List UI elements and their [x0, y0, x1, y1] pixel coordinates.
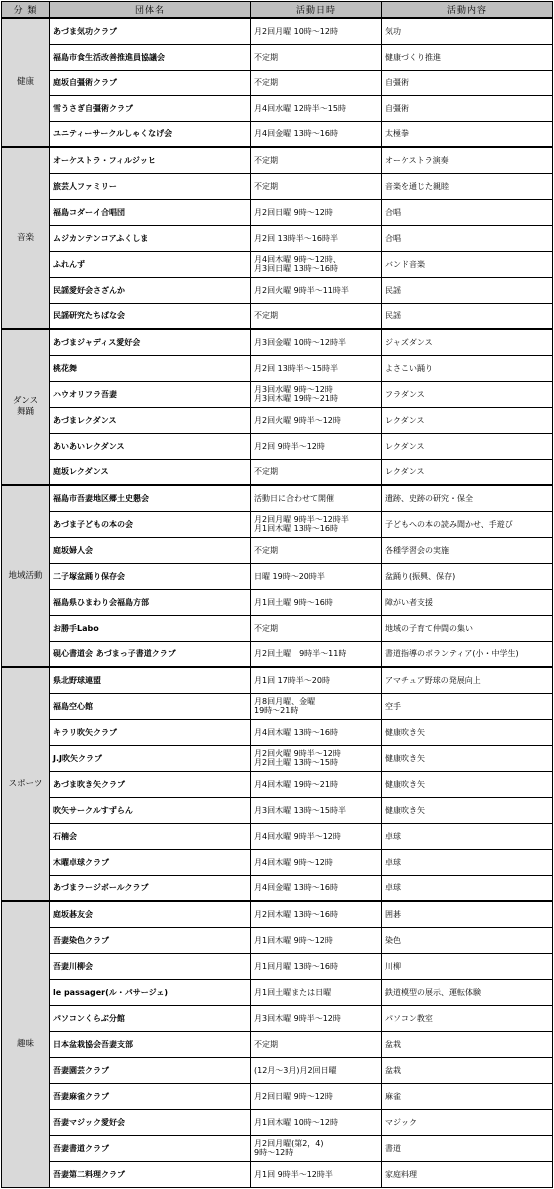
table-row: [2, 199, 553, 225]
time-cell: 月2回日曜 9時～12時: [251, 1083, 382, 1109]
org-cell: パソコンくらぶ分館: [50, 1005, 251, 1031]
time-cell: 月2回月曜 10時～12時: [251, 18, 382, 44]
time-cell: 月8回月曜、金曜 19時～21時: [251, 693, 382, 719]
time-cell: 不定期: [251, 173, 382, 199]
org-cell: ユニティーサークルしゃくなげ会: [50, 121, 251, 147]
activity-cell: 卓球: [382, 875, 553, 901]
time-cell: 月2回月曜 9時半～12時半 月1回木曜 13時～16時: [251, 511, 382, 537]
table-row: [2, 407, 553, 433]
org-cell: あづまレクダンス: [50, 407, 251, 433]
table-row: [2, 95, 553, 121]
activity-cell: 盆踊り(振興、保存): [382, 563, 553, 589]
table-row: [2, 459, 553, 485]
time-cell: 月4回金曜 13時～16時: [251, 875, 382, 901]
table-row: [2, 485, 553, 511]
activity-cell: 盆栽: [382, 1057, 553, 1083]
activity-cell: フラダンス: [382, 381, 553, 407]
org-cell: 吾妻書道クラブ: [50, 1135, 251, 1161]
activity-cell: マジック: [382, 1109, 553, 1135]
org-cell: キラリ吹矢クラブ: [50, 719, 251, 745]
category-cell: 音楽: [2, 147, 50, 329]
category-cell: 地域活動: [2, 485, 50, 667]
table-row: [2, 511, 553, 537]
activity-cell: ジャズダンス: [382, 329, 553, 355]
category-cell: 趣味: [2, 901, 50, 1187]
org-cell: あづまラージボールクラブ: [50, 875, 251, 901]
activity-cell: 地域の子育て仲間の集い: [382, 615, 553, 641]
org-cell: 福島県ひまわり会福島方部: [50, 589, 251, 615]
time-cell: 月1回月曜 13時～16時: [251, 953, 382, 979]
category-cell: ダンス 舞踊: [2, 329, 50, 485]
org-cell: 桃花舞: [50, 355, 251, 381]
time-cell: 月2回木曜 13時～16時: [251, 901, 382, 927]
activity-cell: 太極拳: [382, 121, 553, 147]
time-cell: 月1回 9時半～12時半: [251, 1161, 382, 1187]
table-body: [2, 18, 553, 1187]
activity-cell: レクダンス: [382, 459, 553, 485]
time-cell: 月1回木曜 10時～12時: [251, 1109, 382, 1135]
time-cell: 月1回木曜 9時～12時: [251, 927, 382, 953]
time-cell: 不定期: [251, 615, 382, 641]
activity-cell: 合唱: [382, 225, 553, 251]
table-row: [2, 979, 553, 1005]
activity-cell: 音楽を通じた親睦: [382, 173, 553, 199]
org-cell: 福島市食生活改善推進員協議会: [50, 44, 251, 70]
table-row: [2, 615, 553, 641]
org-cell: J.J吹矢クラブ: [50, 745, 251, 771]
activity-table-wrapper: [1, 1, 552, 1188]
activity-cell: 川柳: [382, 953, 553, 979]
time-cell: 月4回木曜 9時～12時、 月3回日曜 13時～16時: [251, 251, 382, 277]
time-cell: 月2回 13時半～16時半: [251, 225, 382, 251]
org-cell: 石楠会: [50, 823, 251, 849]
activity-cell: 自彊術: [382, 70, 553, 95]
table-row: [2, 1031, 553, 1057]
time-cell: 月2回 13時半～15時半: [251, 355, 382, 381]
org-cell: 硯心書道会 あづまっ子書道クラブ: [50, 641, 251, 667]
time-cell: 不定期: [251, 1031, 382, 1057]
time-cell: 月4回金曜 13時～16時: [251, 121, 382, 147]
time-cell: 不定期: [251, 459, 382, 485]
org-cell: 庭坂自彊術クラブ: [50, 70, 251, 95]
activity-cell: 鉄道模型の展示、運転体験: [382, 979, 553, 1005]
org-cell: 吾妻第二料理クラブ: [50, 1161, 251, 1187]
org-cell: 吾妻園芸クラブ: [50, 1057, 251, 1083]
activity-cell: 民謡: [382, 277, 553, 303]
time-cell: 日曜 19時～20時半: [251, 563, 382, 589]
org-cell: 福島コダーイ合唱団: [50, 199, 251, 225]
org-cell: 木曜卓球クラブ: [50, 849, 251, 875]
table-row: [2, 44, 553, 70]
time-cell: 月1回土曜 9時～16時: [251, 589, 382, 615]
org-cell: あづま気功クラブ: [50, 18, 251, 44]
activity-cell: レクダンス: [382, 433, 553, 459]
time-cell: 不定期: [251, 44, 382, 70]
activity-cell: 子どもへの本の読み聞かせ、手遊び: [382, 511, 553, 537]
time-cell: 月4回木曜 9時～12時: [251, 849, 382, 875]
activity-cell: 空手: [382, 693, 553, 719]
table-row: [2, 121, 553, 147]
activity-cell: 健康吹き矢: [382, 797, 553, 823]
org-cell: 吾妻マジック愛好会: [50, 1109, 251, 1135]
table-row: [2, 1005, 553, 1031]
org-cell: 吹矢サークルすずらん: [50, 797, 251, 823]
time-cell: (12月～3月)月2回日曜: [251, 1057, 382, 1083]
table-row: [2, 1057, 553, 1083]
activity-cell: オーケストラ演奏: [382, 147, 553, 173]
time-cell: 月2回火曜 9時半～12時: [251, 407, 382, 433]
table-row: [2, 225, 553, 251]
activity-cell: 遺跡、史跡の研究・保全: [382, 485, 553, 511]
activity-cell: 健康吹き矢: [382, 771, 553, 797]
table-row: [2, 303, 553, 329]
activity-cell: 自彊術: [382, 95, 553, 121]
org-cell: 吾妻染色クラブ: [50, 927, 251, 953]
table-row: [2, 277, 553, 303]
activity-cell: 民謡: [382, 303, 553, 329]
time-cell: 月3回水曜 9時～12時 月3回木曜 19時～21時: [251, 381, 382, 407]
activity-cell: 各種学習会の実施: [382, 537, 553, 563]
table-row: [2, 355, 553, 381]
org-cell: オーケストラ・フィルジッヒ: [50, 147, 251, 173]
org-cell: 庭坂レクダンス: [50, 459, 251, 485]
table-row: [2, 693, 553, 719]
table-row: [2, 589, 553, 615]
org-cell: 民謡研究たちばな会: [50, 303, 251, 329]
header-time: 活動日時: [251, 2, 382, 19]
org-cell: 吾妻麻雀クラブ: [50, 1083, 251, 1109]
table-row: [2, 1083, 553, 1109]
table-row: [2, 719, 553, 745]
activity-cell: 健康吹き矢: [382, 719, 553, 745]
time-cell: 不定期: [251, 70, 382, 95]
group-activity-table: [1, 1, 553, 1188]
org-cell: ふれんず: [50, 251, 251, 277]
time-cell: 活動日に合わせて開催: [251, 485, 382, 511]
activity-cell: アマチュア野球の発展向上: [382, 667, 553, 693]
org-cell: 民謡愛好会さざんか: [50, 277, 251, 303]
activity-cell: 合唱: [382, 199, 553, 225]
org-cell: あづま吹き矢クラブ: [50, 771, 251, 797]
table-row: [2, 823, 553, 849]
table-row: [2, 1109, 553, 1135]
table-row: [2, 537, 553, 563]
org-cell: 福島空心館: [50, 693, 251, 719]
time-cell: 月4回木曜 13時～16時: [251, 719, 382, 745]
header-category: 分 類: [2, 2, 50, 19]
table-row: [2, 329, 553, 355]
org-cell: 雪うさぎ自彊術クラブ: [50, 95, 251, 121]
org-cell: お勝手Labo: [50, 615, 251, 641]
table-row: [2, 641, 553, 667]
activity-cell: パソコン教室: [382, 1005, 553, 1031]
time-cell: 不定期: [251, 303, 382, 329]
activity-cell: 健康づくり推進: [382, 44, 553, 70]
org-cell: あいあいレクダンス: [50, 433, 251, 459]
table-row: [2, 18, 553, 44]
org-cell: ムジカンテンコアふくしま: [50, 225, 251, 251]
table-row: [2, 797, 553, 823]
activity-cell: 気功: [382, 18, 553, 44]
activity-cell: 囲碁: [382, 901, 553, 927]
org-cell: あづま子どもの本の会: [50, 511, 251, 537]
table-row: [2, 381, 553, 407]
time-cell: 月2回土曜 9時半～11時: [251, 641, 382, 667]
org-cell: 庭坂婦人会: [50, 537, 251, 563]
table-row: [2, 251, 553, 277]
table-row: [2, 849, 553, 875]
org-cell: le passager(ル・パサージェ): [50, 979, 251, 1005]
table-row: [2, 771, 553, 797]
activity-cell: 卓球: [382, 849, 553, 875]
time-cell: 月4回水曜 12時半～15時: [251, 95, 382, 121]
activity-cell: バンド音楽: [382, 251, 553, 277]
table-row: [2, 875, 553, 901]
time-cell: 月2回火曜 9時半～11時半: [251, 277, 382, 303]
table-row: [2, 70, 553, 95]
time-cell: 月1回土曜または日曜: [251, 979, 382, 1005]
org-cell: ハウオリフラ吾妻: [50, 381, 251, 407]
activity-cell: 麻雀: [382, 1083, 553, 1109]
org-cell: 旅芸人ファミリー: [50, 173, 251, 199]
category-cell: スポーツ: [2, 667, 50, 901]
time-cell: 月4回水曜 9時半～12時: [251, 823, 382, 849]
table-row: [2, 173, 553, 199]
activity-cell: レクダンス: [382, 407, 553, 433]
table-row: [2, 927, 553, 953]
table-row: [2, 667, 553, 693]
activity-cell: 盆栽: [382, 1031, 553, 1057]
org-cell: 吾妻川柳会: [50, 953, 251, 979]
activity-cell: 書道指導のボランティア(小・中学生): [382, 641, 553, 667]
org-cell: 日本盆栽協会吾妻支部: [50, 1031, 251, 1057]
time-cell: 月3回木曜 13時～15時半: [251, 797, 382, 823]
time-cell: 月3回木曜 9時半～12時: [251, 1005, 382, 1031]
time-cell: 月1回 17時半～20時: [251, 667, 382, 693]
table-row: [2, 563, 553, 589]
org-cell: 庭坂碁友会: [50, 901, 251, 927]
table-row: [2, 953, 553, 979]
activity-cell: よさこい踊り: [382, 355, 553, 381]
org-cell: 県北野球連盟: [50, 667, 251, 693]
activity-cell: 書道: [382, 1135, 553, 1161]
table-row: [2, 433, 553, 459]
header-org: 団体名: [50, 2, 251, 19]
activity-cell: 卓球: [382, 823, 553, 849]
table-row: [2, 147, 553, 173]
time-cell: 不定期: [251, 147, 382, 173]
table-row: [2, 901, 553, 927]
org-cell: 福島市吾妻地区郷土史懇会: [50, 485, 251, 511]
time-cell: 月2回日曜 9時～12時: [251, 199, 382, 225]
category-cell: 健康: [2, 18, 50, 147]
activity-cell: 障がい者支援: [382, 589, 553, 615]
time-cell: 月3回金曜 10時～12時半: [251, 329, 382, 355]
activity-cell: 染色: [382, 927, 553, 953]
org-cell: 二子塚盆踊り保存会: [50, 563, 251, 589]
table-row: [2, 745, 553, 771]
time-cell: 不定期: [251, 537, 382, 563]
header-activity: 活動内容: [382, 2, 553, 19]
table-header-row: [2, 2, 553, 19]
org-cell: あづまジャディス愛好会: [50, 329, 251, 355]
table-row: [2, 1135, 553, 1161]
time-cell: 月2回 9時半～12時: [251, 433, 382, 459]
time-cell: 月2回火曜 9時半～12時 月2回土曜 13時～15時: [251, 745, 382, 771]
activity-cell: 家庭料理: [382, 1161, 553, 1187]
time-cell: 月4回木曜 19時～21時: [251, 771, 382, 797]
table-row: [2, 1161, 553, 1187]
time-cell: 月2回月曜(第2，4) 9時～12時: [251, 1135, 382, 1161]
activity-cell: 健康吹き矢: [382, 745, 553, 771]
